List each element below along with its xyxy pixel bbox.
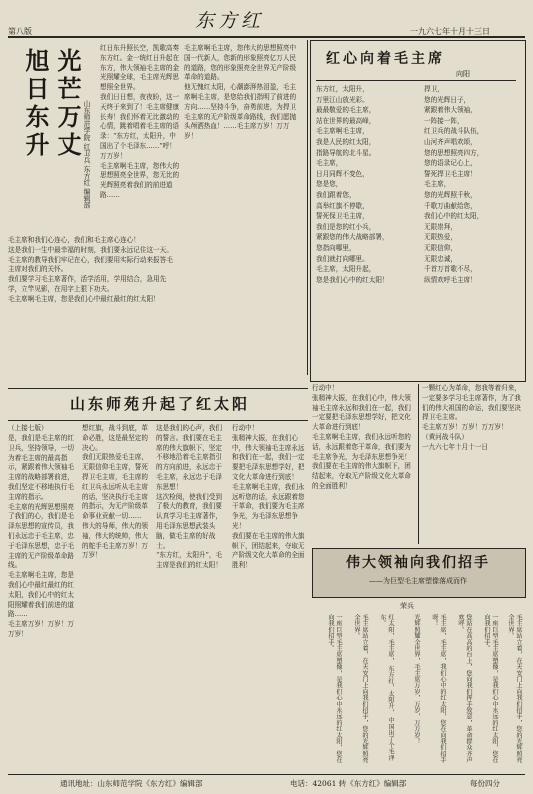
poem-column-1: 东方红，太阳升， 万里江山放光彩。 最最敬爱的毛主席， 站在世界的最高峰， 毛主席啊毛主席， 我是人民的红太阳， 指路导航的北斗星。 毛主席， 日月同辉不变色， 您是您， 我们跟着您， 高举红旗不停歇， 誓死保卫毛主席， 我们是您的红小兵， 紧跟您的伟大战略部署， 您指向哪里， 我们就打向哪里。 毛主席，太阳升起， 您是我们心中的红太阳！	[316, 85, 389, 284]
banner-author: 荣兵	[400, 602, 414, 610]
article-continuation: （上接七版）	[8, 424, 48, 432]
lead-title-1: 旭日东升	[21, 48, 50, 160]
right-column-1: 行动中！ 张精神大振，在我们心中，伟大领袖毛主席永远和我们在一起，我们一定要把毛泽东思想学好，把文化大革命进行到底！ 毛主席啊毛主席，我们永远听您的话，永远跟着您干革命，我们要为毛主席争光，为毛泽东思想争光！ 我们要在毛主席的伟大旗帜下，团结起来，夺取无产阶级文化大革命的全面胜利！	[312, 384, 411, 490]
bottom-col-8: 一座巨型毛主席塑像，是我们心中永远的红太阳，您在向我们招手。	[327, 614, 342, 763]
column-divider	[307, 40, 308, 375]
bottom-col-5: 光辉照耀全世界，毛主席万岁，万岁，万万岁！	[413, 614, 420, 745]
footer-rule	[8, 774, 525, 775]
right-divider	[418, 384, 419, 544]
poem-rule	[316, 80, 516, 81]
bottom-col-6: 红太阳，毛主席， 东方红，太阳升， 中国出了个毛泽东。	[379, 614, 394, 761]
article-column-2: 想红旗，战斗到底，革命必胜，这是最坚定的决心。 我们无限热爱毛主席，无限信仰毛主席，誓死捍卫毛主席，毛主席的红卫兵永远听从毛主席的话，坚决执行毛主席的指示，为无产阶级革命事业贡献一切…… 伟大的导师，伟大的领袖，伟大的统帅，伟大的舵手毛主席万岁！万万岁！	[82, 424, 148, 560]
masthead: 东方红	[195, 10, 265, 32]
lead-paragraph-3: 毛主席和我们心连心，我们和毛主席心连心！ 这是我们一生中最幸福的时刻，我们要永远记住这一天。毛主席的教导我们牢记在心，我们要用实际行动来报答毛主席对我们的关怀。 我们要学习毛主席著作，活学活用，学用结合，急用先学，立竿见影，在用字上狠下功夫。 毛主席啊毛主席，您是我们心中最红最红的红太阳！	[8, 236, 173, 303]
bottom-col-3: 您站在高高的台上，您向我们挥手致意，革命群众齐声欢呼。	[457, 614, 472, 763]
article-column-1: 是，我们是毛主席的红卫兵，坚持领导，一切为着毛主席的最高指示，紧跟着伟大领袖毛主席的战略部署前进，我们坚定不移地执行毛主席的指示。 毛主席的光辉思想照亮了我们的心，我们是毛泽东思想的宣传员，我们永远忠于毛主席，忠于毛泽东思想，忠于毛主席的无产阶级革命路线。 毛主席啊毛主席，您是我们心中最红最红的红太阳，我们心中的红太阳照耀着我们前进的道路…… 毛主席万岁！万岁！万万岁！	[8, 434, 74, 638]
bottom-col-7: 毛主席站立着，在天安门上向我们招手，您的光辉照亮全世界。	[353, 614, 368, 763]
article-column-3: 这是我们的心声，我们的誓言。我们要在毛主席的伟大旗帜下，坚定不移地沿着毛主席指引的方向前进，永远忠于毛主席，永远忠于毛泽东思想！ 这次检阅，使我们受到了极大的教育，我们要认真学习毛主席著作，用毛泽东思想武装头脑，做毛主席的好战士。 “东方红，太阳升”，毛主席是我们的红太阳！	[156, 424, 223, 570]
header-rule	[8, 36, 525, 38]
poem-title: 红心向着毛主席	[326, 51, 445, 67]
bottom-col-1: 毛主席站立着，在天安门上向我们招手，您的光辉照亮全世界。	[507, 614, 522, 763]
poem-author: 向阳	[456, 70, 470, 78]
bottom-col-4: 毛主席，毛主席，我们心中的红太阳，您在向我们招手呀！	[431, 614, 446, 763]
banner-title: 伟大领袖向我们招手	[346, 555, 490, 571]
lead-title-2: 光芒万丈	[53, 48, 82, 160]
lead-paragraph-1: 红日东升照长空，凯歌高奏东方红。金一统红日升起在东方，伟大领袖毛主席的金光照耀全球，毛主席光辉思想照全世界。 我们日日想，夜夜盼，这一天终于来到了！毛主席健康长寿！我们怀着无比激动的心情，跳着唱着毛主席的语录：“东方红，太阳升，中国出了个毛泽东……”呼！万万岁！ 毛主席啊毛主席，您伟大的思想照亮全世界，您无比的光辉照亮着我们的前进道路……	[100, 44, 180, 199]
footer-price: 每份四分	[470, 779, 500, 788]
issue-date: 一九六七年十月十三日	[410, 27, 490, 36]
article-bottom-rule	[8, 420, 308, 421]
right-column-2: 一颗红心为革命，您我等着归来，一定要多学习毛主席著作，为了我们的伟大祖国的命运，我们要坚决捍卫毛主席。 毛主席万岁！万岁！万万岁！ （黄河战斗队） 一九六七年十月十一日	[422, 384, 521, 451]
article-column-4: 行动中！ 张精神大振，在我们心中，伟大领袖毛主席永远和我们在一起，我们一定要把毛泽东思想学好，把文化大革命进行到底！ 毛主席啊毛主席，我们永远听您的话，永远跟着您干革命，我们要为毛主席争光，为毛泽东思想争光！ 我们要在毛主席的伟大旗帜下，团结起来，夺取无产阶级文化大革命的全面胜利！	[232, 424, 305, 570]
article-top-rule	[8, 388, 308, 389]
footer-phone: 电话：42061 转《东方红》编辑部	[290, 779, 407, 788]
lead-paragraph-2: 毛主席啊毛主席，您伟大的思想照亮中国一代新人，您新的形象照亮亿万人民的道路，您的形象照亮全世界无产阶级革命的道路。 他无愧红太阳，心潮澎湃热泪盈，毛主席啊毛主席，是您给我们指明了前进的方向……坚持斗争，奋勇前进，为捍卫毛主席的无产阶级革命路线，我们愿抛头颅洒热血！……毛主席万岁！万万岁！	[184, 44, 297, 141]
banner-subtitle: ——为巨型毛主席塑像落成而作	[369, 577, 467, 585]
poem-column-2: 捍卫， 您的光辉日子， 紧跟着伟大领袖， 一阵接一阵， 红卫兵的战斗队伍， 山河齐声唱欢颂， 您的思想照亮四方， 您的语录记心上， 誓死捍卫毛主席！ 毛主席， 您的光辉照千秋， 千歌万曲献给您， 我们心中的红太阳， 无限崇拜， 无限热爱， 无限信仰， 无限忠诚， 千首万首歌不尽， 纵情欢呼毛主席！	[424, 85, 484, 284]
lead-byline: 山东师范学院 红卫兵 东方红 编辑部	[82, 100, 90, 209]
page-number: 第八版	[8, 27, 32, 36]
article-title: 山东师苑升起了红太阳	[69, 395, 250, 413]
footer-address: 通讯地址：山东师范学院《东方红》编辑部	[60, 779, 203, 788]
bottom-col-2: 一座巨型毛主席塑像，是我们心中永远的红太阳，您在向我们招手。	[483, 614, 498, 763]
